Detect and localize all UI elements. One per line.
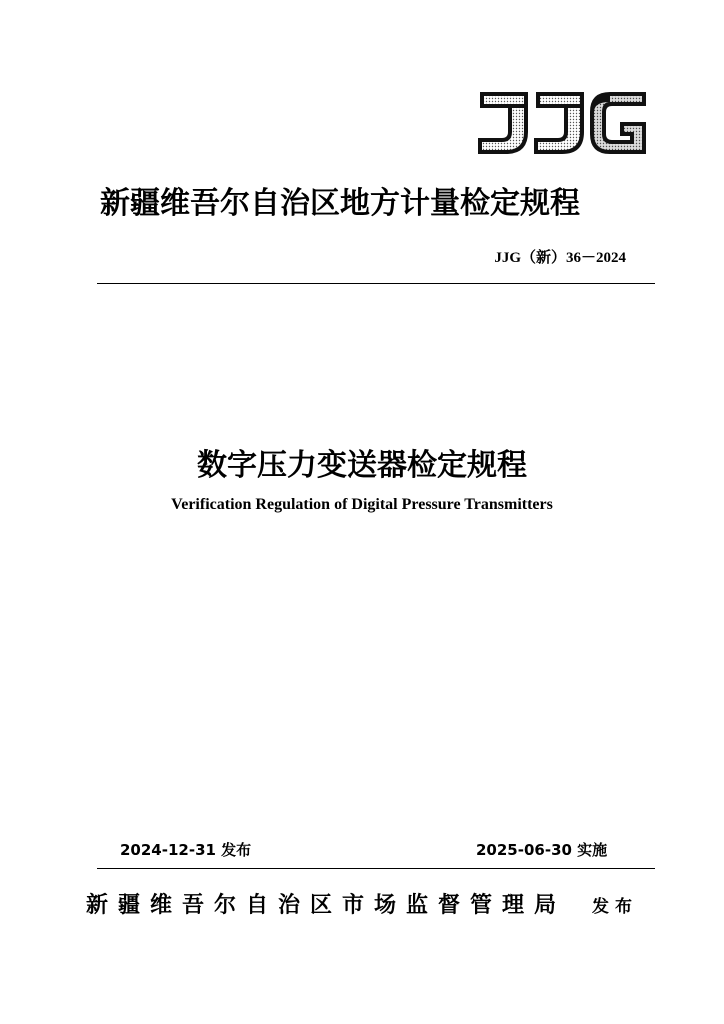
publisher-suffix: 发布 bbox=[592, 897, 638, 917]
publisher-name: 新疆维吾尔自治区市场监督管理局 bbox=[86, 892, 567, 918]
regulation-category-title: 新疆维吾尔自治区地方计量检定规程 bbox=[100, 186, 580, 221]
logo-letter-g bbox=[590, 92, 646, 154]
standard-number: JJG（新）36－2024 bbox=[494, 250, 626, 266]
jjg-logo bbox=[470, 88, 648, 158]
document-title-cn: 数字压力变送器检定规程 bbox=[197, 448, 527, 483]
jjg-logo-graphic bbox=[470, 88, 648, 158]
logo-letter-j2 bbox=[534, 92, 584, 154]
top-divider bbox=[97, 283, 655, 284]
logo-letter-j1 bbox=[478, 92, 528, 154]
issue-date: 2024-12-31 发布 bbox=[120, 841, 252, 859]
bottom-divider bbox=[97, 868, 655, 869]
implementation-date: 2025-06-30 实施 bbox=[476, 841, 608, 859]
document-title-en: Verification Regulation of Digital Pressure Transmitters bbox=[171, 496, 553, 513]
